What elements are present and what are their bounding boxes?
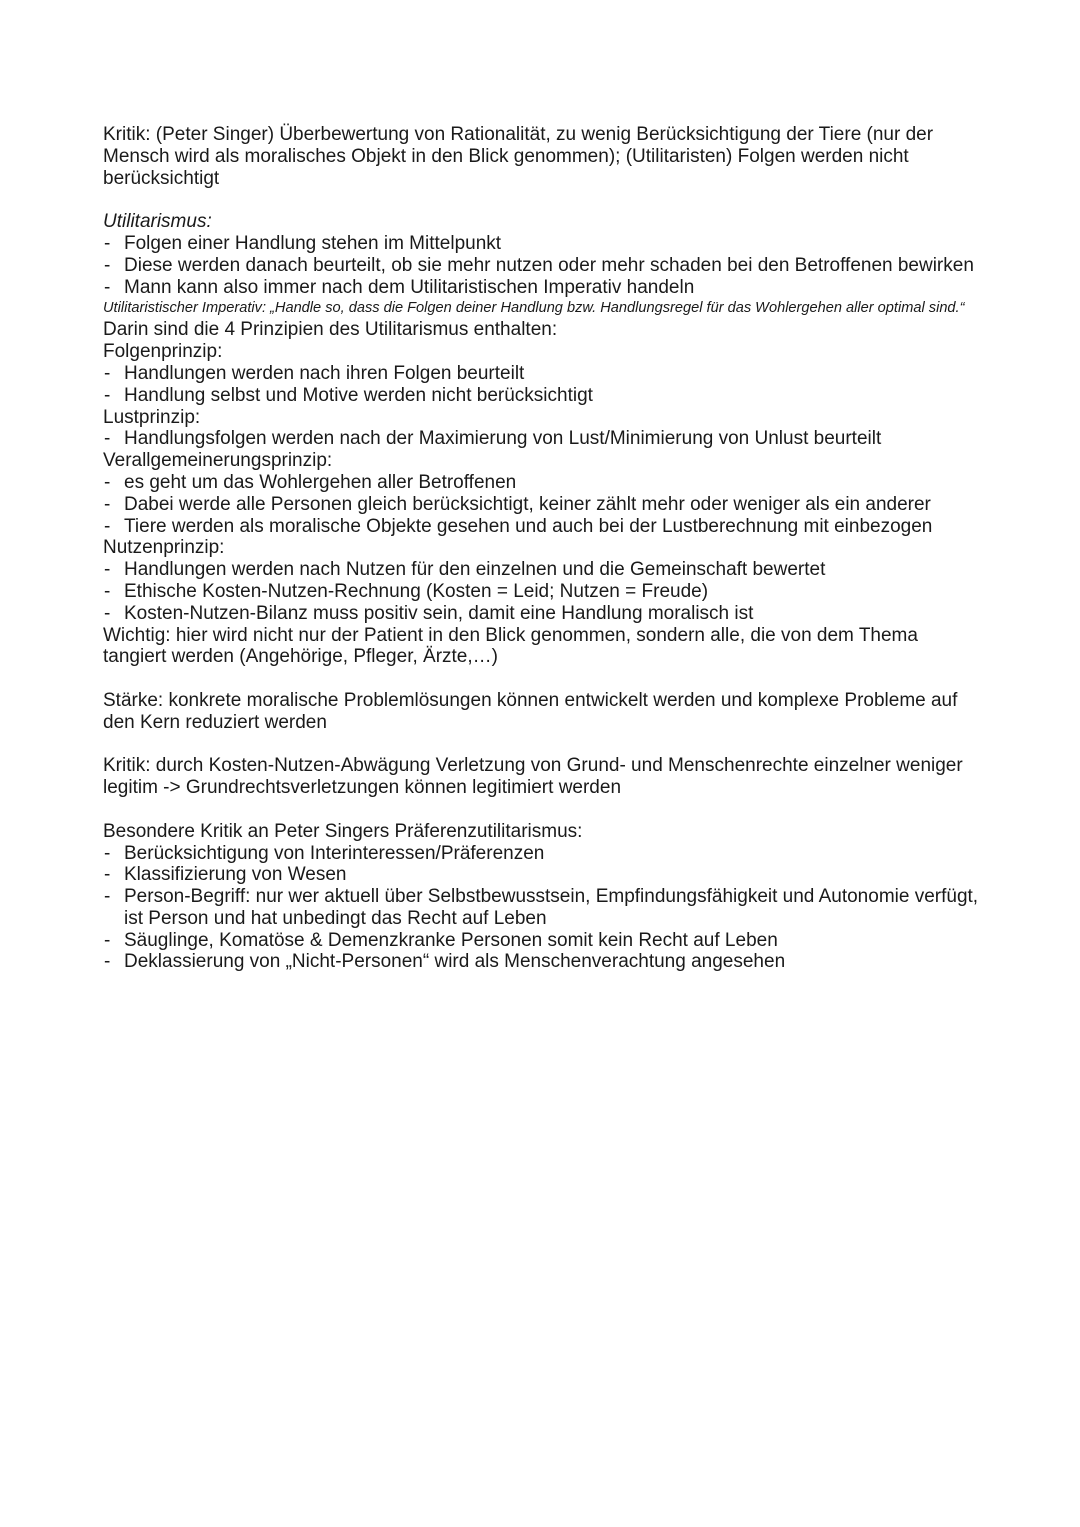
folgenprinzip-list — [103, 363, 983, 407]
nutzenprinzip-heading: Nutzenprinzip: — [103, 537, 225, 559]
list-item: - Kosten-Nutzen-Bilanz muss positiv sein, damit eine Handlung moralisch ist — [103, 603, 983, 625]
staerke-paragraph: Stärke: konkrete moralische Problemlösungen können entwickelt werden und komplexe Probleme auf den Kern reduziert werden — [103, 689, 958, 733]
list-item: - Handlungsfolgen werden nach der Maximierung von Lust/Minimierung von Unlust beurteilt — [103, 428, 983, 450]
lustprinzip-list — [103, 428, 983, 450]
imperativ-note: Utilitaristischer Imperativ: „Handle so, dass die Folgen deiner Handlung bzw. Handlungsregel für das Wohlergehen aller optimal sind.“ — [103, 300, 965, 317]
list-item: - Säuglinge, Komatöse & Demenzkranke Personen somit kein Recht auf Leben — [103, 930, 983, 952]
singer-kritik-list — [103, 843, 983, 974]
list-item: - Diese werden danach beurteilt, ob sie mehr nutzen oder mehr schaden bei den Betroffenen bewirken — [103, 255, 983, 277]
kritik-utilitarismus-paragraph: Kritik: durch Kosten-Nutzen-Abwägung Verletzung von Grund- und Menschenrechte einzelner weniger legitim -> Grundrechtsverletzungen können legitimiert werden — [103, 755, 963, 799]
folgenprinzip-heading: Folgenprinzip: — [103, 341, 223, 363]
list-item: - Ethische Kosten-Nutzen-Rechnung (Kosten = Leid; Nutzen = Freude) — [103, 581, 983, 603]
spacer — [103, 734, 983, 756]
list-item: - Klassifizierung von Wesen — [103, 864, 983, 886]
list-item: - Handlung selbst und Motive werden nicht berücksichtigt — [103, 385, 983, 407]
list-item: - Berücksichtigung von Interinteressen/Präferenzen — [103, 843, 983, 865]
prinzipien-intro: Darin sind die 4 Prinzipien des Utilitarismus enthalten: — [103, 319, 558, 341]
list-item: - Handlungen werden nach ihren Folgen beurteilt — [103, 363, 983, 385]
list-item: - Dabei werde alle Personen gleich berücksichtigt, keiner zählt mehr oder weniger als ein anderer — [103, 494, 983, 516]
list-item: - Deklassierung von „Nicht-Personen“ wird als Menschenverachtung angesehen — [103, 951, 983, 973]
verallgemeinerungsprinzip-heading: Verallgemeinerungsprinzip: — [103, 450, 333, 472]
nutzenprinzip-list — [103, 559, 983, 624]
kritik-kant-paragraph: Kritik: (Peter Singer) Überbewertung von Rationalität, zu wenig Berücksichtigung der Tiere (nur der Mensch wird als moralisches Objekt in den Blick genommen); (Utilitaristen) Folgen werden nicht berücksichtigt — [103, 124, 934, 189]
list-item: - es geht um das Wohlergehen aller Betroffenen — [103, 472, 983, 494]
lustprinzip-heading: Lustprinzip: — [103, 406, 201, 428]
list-item: - Person-Begriff: nur wer aktuell über Selbstbewusstsein, Empfindungsfähigkeit und Autonomie verfügt, ist Person und hat unbedingt das Recht auf Leben — [103, 886, 983, 930]
spacer — [103, 189, 983, 211]
utilitarismus-list — [103, 233, 983, 298]
wichtig-paragraph: Wichtig: hier wird nicht nur der Patient in den Blick genommen, sondern alle, die von dem Thema tangiert werden (Angehörige, Pfleger, Ärzte,…) — [103, 624, 918, 668]
singer-kritik-heading: Besondere Kritik an Peter Singers Präferenzutilitarismus: — [103, 820, 583, 842]
spacer — [103, 799, 983, 821]
list-item: - Folgen einer Handlung stehen im Mittelpunkt — [103, 233, 983, 255]
spacer — [103, 668, 983, 690]
list-item: - Mann kann also immer nach dem Utilitaristischen Imperativ handeln — [103, 277, 983, 299]
list-item: - Tiere werden als moralische Objekte gesehen und auch bei der Lustberechnung mit einbezogen — [103, 516, 983, 538]
verallgemeinerungsprinzip-list — [103, 472, 983, 537]
document-page — [103, 124, 983, 973]
list-item: - Handlungen werden nach Nutzen für den einzelnen und die Gemeinschaft bewertet — [103, 559, 983, 581]
utilitarismus-heading: Utilitarismus: — [103, 211, 212, 233]
